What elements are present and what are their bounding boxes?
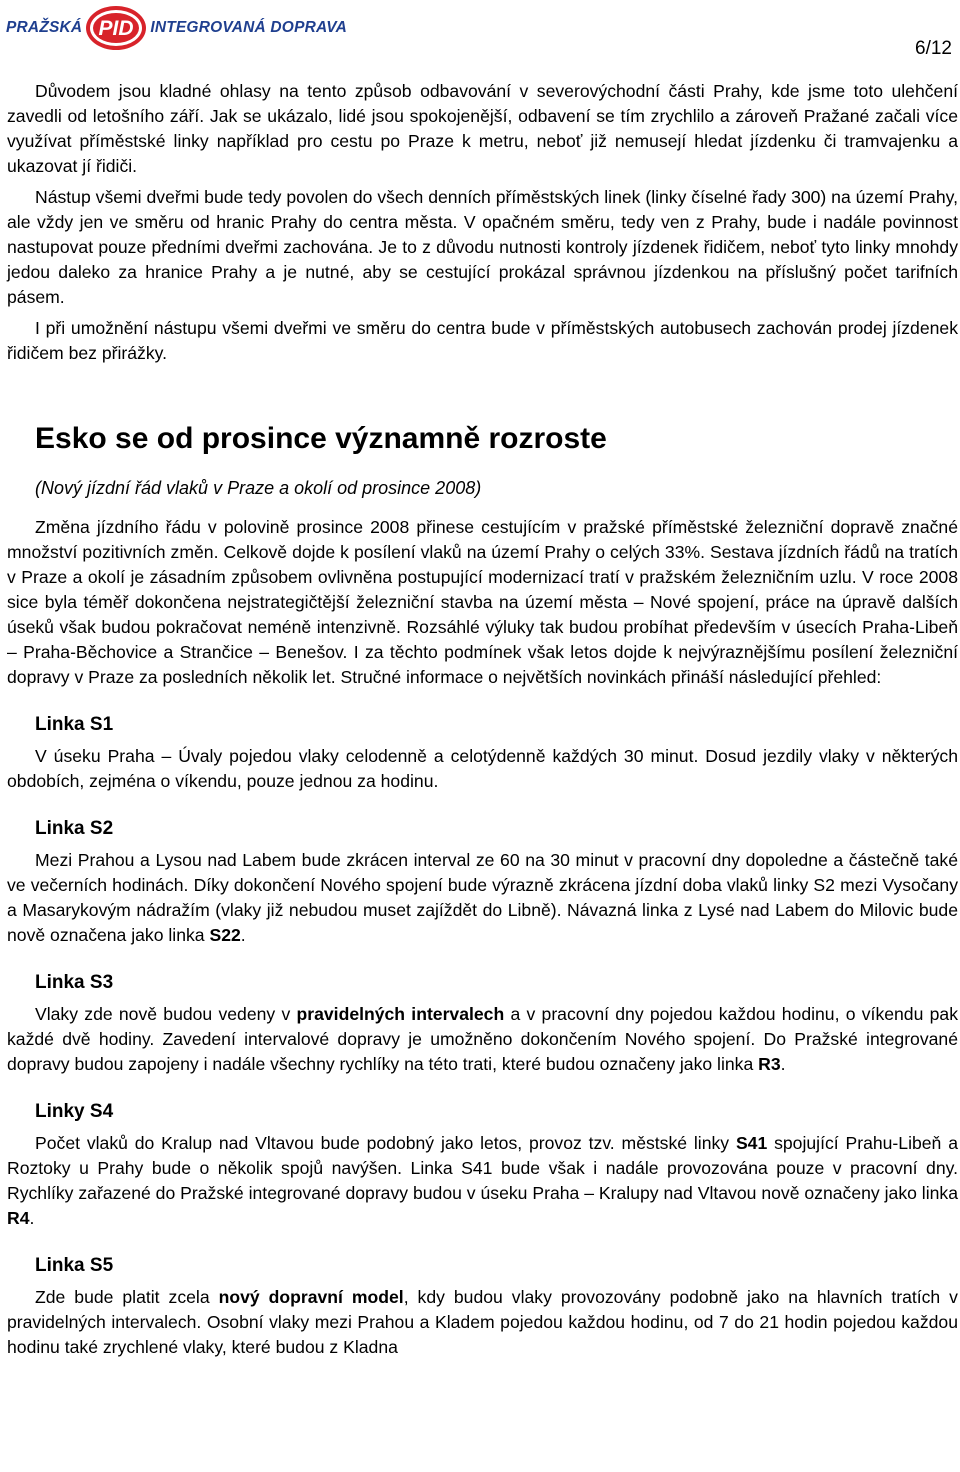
paragraph-linka-s1: V úseku Praha – Úvaly pojedou vlaky celodenně a celotýdenně každých 30 minut. Dosud jezdily vlaky v některých obdobích, zejména o víkendu, pouze jednou za hodinu. <box>7 746 958 791</box>
bold-line-r4: R4 <box>7 1208 30 1228</box>
heading-linka-s5: Linka S5 <box>35 1255 114 1276</box>
paragraph-linka-s2 <box>7 848 958 948</box>
section-subtitle: (Nový jízdní řád vlaků v Praze a okolí od prosince 2008) <box>35 478 482 498</box>
intro-paragraph-2: Nástup všemi dveřmi bude tedy povolen do všech denních příměstských linek (linky číselné řady 300) na území Prahy, ale vždy jen ve směru od hranic Prahy do centra města. V opačném směru, tedy ven z Prahy, bude i nadále povinnost nastupovat pouze předními dveřmi zachována. Je to z důvodu nutnosti kontroly jízdenek řidičem, neboť tyto linky mnohdy jedou daleko za hranice Prahy a je nutné, aby se cestující prokázal správnou jízdenkou na příslušný počet tarifních pásem. <box>7 187 958 307</box>
pid-logo-icon <box>84 4 148 52</box>
heading-linka-s1: Linka S1 <box>35 714 114 735</box>
heading-linky-s4: Linky S4 <box>35 1101 114 1122</box>
page-number: 6/12 <box>915 38 952 59</box>
bold-line-s41: S41 <box>735 1133 768 1153</box>
heading-linka-s3: Linka S3 <box>35 972 114 993</box>
text-run: , kdy budou vlaky provozovány podobně jako na hlavních tratích v pravidelných intervalech. Osobní vlaky mezi Prahou a Kladem pojedou každou hodinu, od 7 do 21 hodin pojedou každou hodinu také zrychlené vlaky, které budou z Kladna <box>7 1287 958 1357</box>
bold-pravidelnych-intervalech: pravidelných intervalech <box>296 1004 505 1024</box>
section-title: Esko se od prosince významně rozroste <box>35 422 607 455</box>
bold-novy-dopravni-model: nový dopravní model <box>218 1287 404 1307</box>
text-run: a v pracovní dny pojedou každou hodinu, o víkendu pak každé dvě hodiny. Zavedení intervalové dopravy je umožněno dokončením Nového spojení. Do Pražské integrované dopravy budou zapojeny i nadále všechny rychlíky na této trati, které budou označeny jako linka <box>7 1004 958 1074</box>
paragraph-linky-s4 <box>7 1131 958 1231</box>
paragraph-linka-s5 <box>7 1285 958 1360</box>
logo-text-left: PRAŽSKÁ <box>6 19 83 36</box>
text-run: Vlaky zde nově budou vedeny v <box>35 1004 297 1024</box>
logo-text-right: INTEGROVANÁ DOPRAVA <box>150 19 348 36</box>
section-intro-paragraph: Změna jízdního řádu v polovině prosince 2008 přinese cestujícím v pražské příměstské železniční dopravě značné množství pozitivních změn. Celkově dojde k posílení vlaků na území Prahy o celých 33%. Sestava jízdních řádů na tratích v Praze a okolí je zásadním způsobem ovlivněna postupující modernizací tratí v pražském železničním uzlu. V roce 2008 sice byla téměř dokončena nejstrategičtější železniční stavba na území města – Nové spojení, práce na úpravě dalších úseků však budou pokračovat neméně intenzivně. Rozsáhlé výluky tak budou probíhat především v úsecích Praha-Libeň – Praha-Běchovice a Strančice – Benešov. I za těchto podmínek však letos dojde k nejvýraznějšímu posílení železniční dopravy v Praze za posledních několik let. Stručné informace o největších novinkách přináší následující přehled: <box>7 517 958 687</box>
text-run: Zde bude platit zcela <box>35 1287 219 1307</box>
text-run: . <box>29 1208 35 1228</box>
text-run: spojující Prahu-Libeň a Roztoky u Prahy bude o několik spojů navýšen. Linka S41 bude však i nadále provozována pouze v pracovní dny. Rychlíky zařazené do Pražské integrované dopravy budou v úseku Praha – Kralupy nad Vltavou nově označeny jako linka <box>7 1133 958 1203</box>
intro-paragraph-1: Důvodem jsou kladné ohlasy na tento způsob odbavování v severovýchodní části Prahy, kde jsme toto ulehčení zavedli od letošního září. Jak se ukázalo, lidé jsou spokojenější, odbavení se tím zrychlilo a zároveň Pražané začali více využívat příměstské linky například pro cestu po Praze k metru, neboť již nemusejí hledat jízdenku či tramvajenku a ukazovat jí řidiči. <box>7 81 958 176</box>
text-run: Mezi Prahou a Lysou nad Labem bude zkrácen interval ze 60 na 30 minut v pracovní dny dopoledne a částečně také ve večerních hodinách. Díky dokončení Nového spojení bude výrazně zkrácena jízdní doba vlaků linky S2 mezi Vysočany a Masarykovým nádražím (vlaky již nebudou muset zajíždět do Libně). Návazná linka z Lysé nad Labem do Milovic bude nově označena jako linka <box>7 850 958 945</box>
logo-mark-text: PID <box>98 17 134 40</box>
page-header <box>0 0 960 60</box>
text-run: Počet vlaků do Kralup nad Vltavou bude podobný jako letos, provoz tzv. městské linky <box>35 1133 736 1153</box>
document-body <box>7 79 958 1366</box>
bold-line-s22: S22 <box>209 925 241 945</box>
pid-logo <box>6 4 347 52</box>
heading-linka-s2: Linka S2 <box>35 818 114 839</box>
text-run: . <box>240 925 246 945</box>
text-run: . <box>780 1054 786 1074</box>
intro-paragraph-3: I při umožnění nástupu všemi dveřmi ve směru do centra bude v příměstských autobusech zachován prodej jízdenek řidičem bez přirážky. <box>7 318 958 363</box>
bold-line-r3: R3 <box>758 1054 781 1074</box>
paragraph-linka-s3 <box>7 1002 958 1077</box>
